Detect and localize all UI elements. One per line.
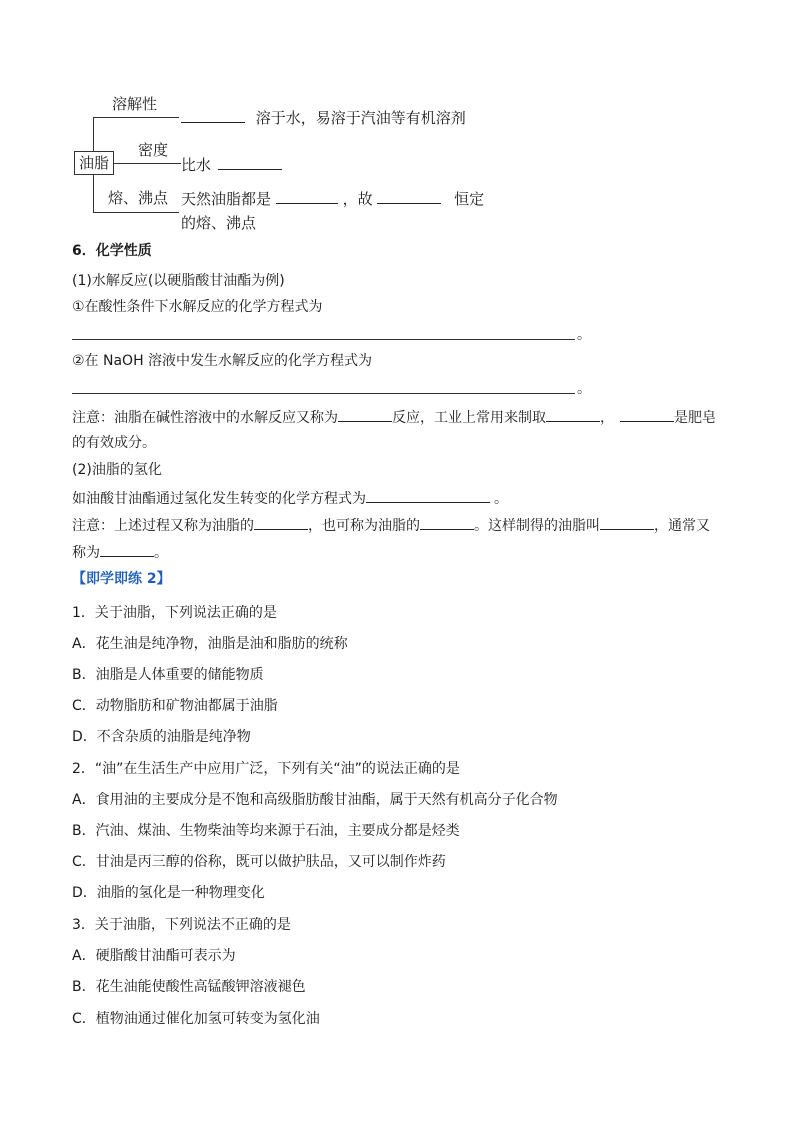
melting-text-b: ，故 bbox=[342, 190, 373, 208]
solubility-row bbox=[181, 108, 466, 128]
note1-text-a: 注意：油脂在碱性溶液中的水解反应又称为 bbox=[72, 410, 338, 426]
density-text: 比水 bbox=[181, 156, 212, 174]
density-label: 密度 bbox=[138, 141, 169, 159]
q1-option-c[interactable]: C．动物脂肪和矿物油都属于油脂 bbox=[72, 698, 278, 714]
hydrogenation-text: 如油酸甘油酯通过氢化发生转变的化学方程式为 bbox=[72, 491, 366, 507]
hydrogenation-question bbox=[72, 488, 508, 508]
melting-row bbox=[181, 189, 484, 209]
product-blank-2[interactable] bbox=[620, 407, 674, 422]
q3-option-b[interactable]: B．花生油能使酸性高锰酸钾溶液褪色 bbox=[72, 979, 306, 995]
diagram-center-label: 油脂 bbox=[78, 154, 109, 172]
note2-text-e: 称为 bbox=[72, 545, 100, 561]
base-answer-line[interactable] bbox=[72, 393, 575, 394]
q2-option-b[interactable]: B．汽油、煤油、生物柴油等均来源于石油，主要成分都是烃类 bbox=[72, 823, 460, 839]
solubility-blank[interactable] bbox=[181, 108, 245, 123]
hydrogenation-name-blank[interactable] bbox=[420, 515, 474, 530]
note2-text-c: 。这样制得的油脂叫 bbox=[474, 518, 600, 534]
acid-answer-period: 。 bbox=[577, 327, 591, 343]
note2-text-d: ，通常又 bbox=[654, 518, 710, 534]
q3-option-a[interactable]: A．硬脂酸甘油酯可表示为 bbox=[72, 948, 236, 964]
melting-branch-line bbox=[93, 212, 179, 213]
solubility-label: 溶解性 bbox=[112, 95, 158, 113]
note1-text-d: 是肥皂 bbox=[674, 410, 716, 426]
oil-name-blank[interactable] bbox=[600, 515, 654, 530]
base-hydrolysis-question: ②在 NaOH 溶液中发生水解反应的化学方程式为 bbox=[72, 353, 373, 369]
solubility-text: 溶于水，易溶于汽油等有机溶剂 bbox=[255, 109, 466, 127]
q2-option-a[interactable]: A．食用油的主要成分是不饱和高级脂肪酸甘油酯，属于天然有机高分子化合物 bbox=[72, 792, 558, 808]
section6-heading: 6．化学性质 bbox=[72, 243, 152, 259]
acid-answer-line[interactable] bbox=[72, 339, 575, 340]
q3-stem: 3．关于油脂，下列说法不正确的是 bbox=[72, 917, 291, 933]
note1-text-c: ， bbox=[600, 410, 614, 426]
practice-title: 【即学即练 2】 bbox=[72, 571, 171, 587]
note1-line2: 的有效成分。 bbox=[72, 435, 156, 451]
q3-option-c[interactable]: C．植物油通过催化加氢可转变为氢化油 bbox=[72, 1011, 320, 1027]
hydrogenation-period: 。 bbox=[494, 491, 508, 507]
melting-label: 熔、沸点 bbox=[108, 189, 169, 207]
note2-text-b: ，也可称为油脂的 bbox=[308, 518, 420, 534]
note2-text-f: 。 bbox=[154, 545, 168, 561]
q2-stem: 2．“油”在生活生产中应用广泛，下列有关“油”的说法正确的是 bbox=[72, 761, 460, 777]
melting-text-a: 天然油脂都是 bbox=[181, 190, 272, 208]
note1-text-b: 反应，工业上常用来制取 bbox=[392, 410, 546, 426]
density-branch-line bbox=[113, 163, 181, 164]
melting-blank-2[interactable] bbox=[377, 189, 441, 204]
q2-option-d[interactable]: D．油脂的氢化是一种物理变化 bbox=[72, 885, 265, 901]
note2-line2 bbox=[72, 542, 168, 562]
note2-text-a: 注意：上述过程又称为油脂的 bbox=[72, 518, 254, 534]
melting-text-d: 的熔、沸点 bbox=[181, 214, 257, 232]
hardening-blank[interactable] bbox=[254, 515, 308, 530]
alias-blank[interactable] bbox=[100, 542, 154, 557]
melting-text-c: 恒定 bbox=[454, 190, 485, 208]
acid-hydrolysis-question: ①在酸性条件下水解反应的化学方程式为 bbox=[72, 299, 323, 315]
base-answer-period: 。 bbox=[577, 381, 591, 397]
melting-blank-1[interactable] bbox=[276, 189, 338, 204]
density-row bbox=[181, 155, 282, 175]
q1-option-a[interactable]: A．花生油是纯净物，油脂是油和脂肪的统称 bbox=[72, 636, 348, 652]
density-blank[interactable] bbox=[218, 155, 282, 170]
q2-option-c[interactable]: C．甘油是丙三醇的俗称，既可以做护肤品，又可以制作炸药 bbox=[72, 854, 446, 870]
q1-option-b[interactable]: B．油脂是人体重要的储能物质 bbox=[72, 667, 264, 683]
diagram-center-box bbox=[74, 151, 114, 175]
q1-option-d[interactable]: D．不含杂质的油脂是纯净物 bbox=[72, 729, 251, 745]
solubility-branch-line bbox=[93, 117, 179, 118]
hydrogenation-subheading: (2)油脂的氢化 bbox=[72, 462, 162, 478]
product-blank-1[interactable] bbox=[546, 407, 600, 422]
hydrogenation-blank[interactable] bbox=[366, 488, 490, 503]
note1-line1 bbox=[72, 407, 716, 427]
hydrolysis-subheading: (1)水解反应(以硬脂酸甘油酯为例) bbox=[72, 273, 285, 289]
q1-stem: 1．关于油脂，下列说法正确的是 bbox=[72, 605, 277, 621]
note2-line1 bbox=[72, 515, 710, 535]
saponification-blank[interactable] bbox=[338, 407, 392, 422]
